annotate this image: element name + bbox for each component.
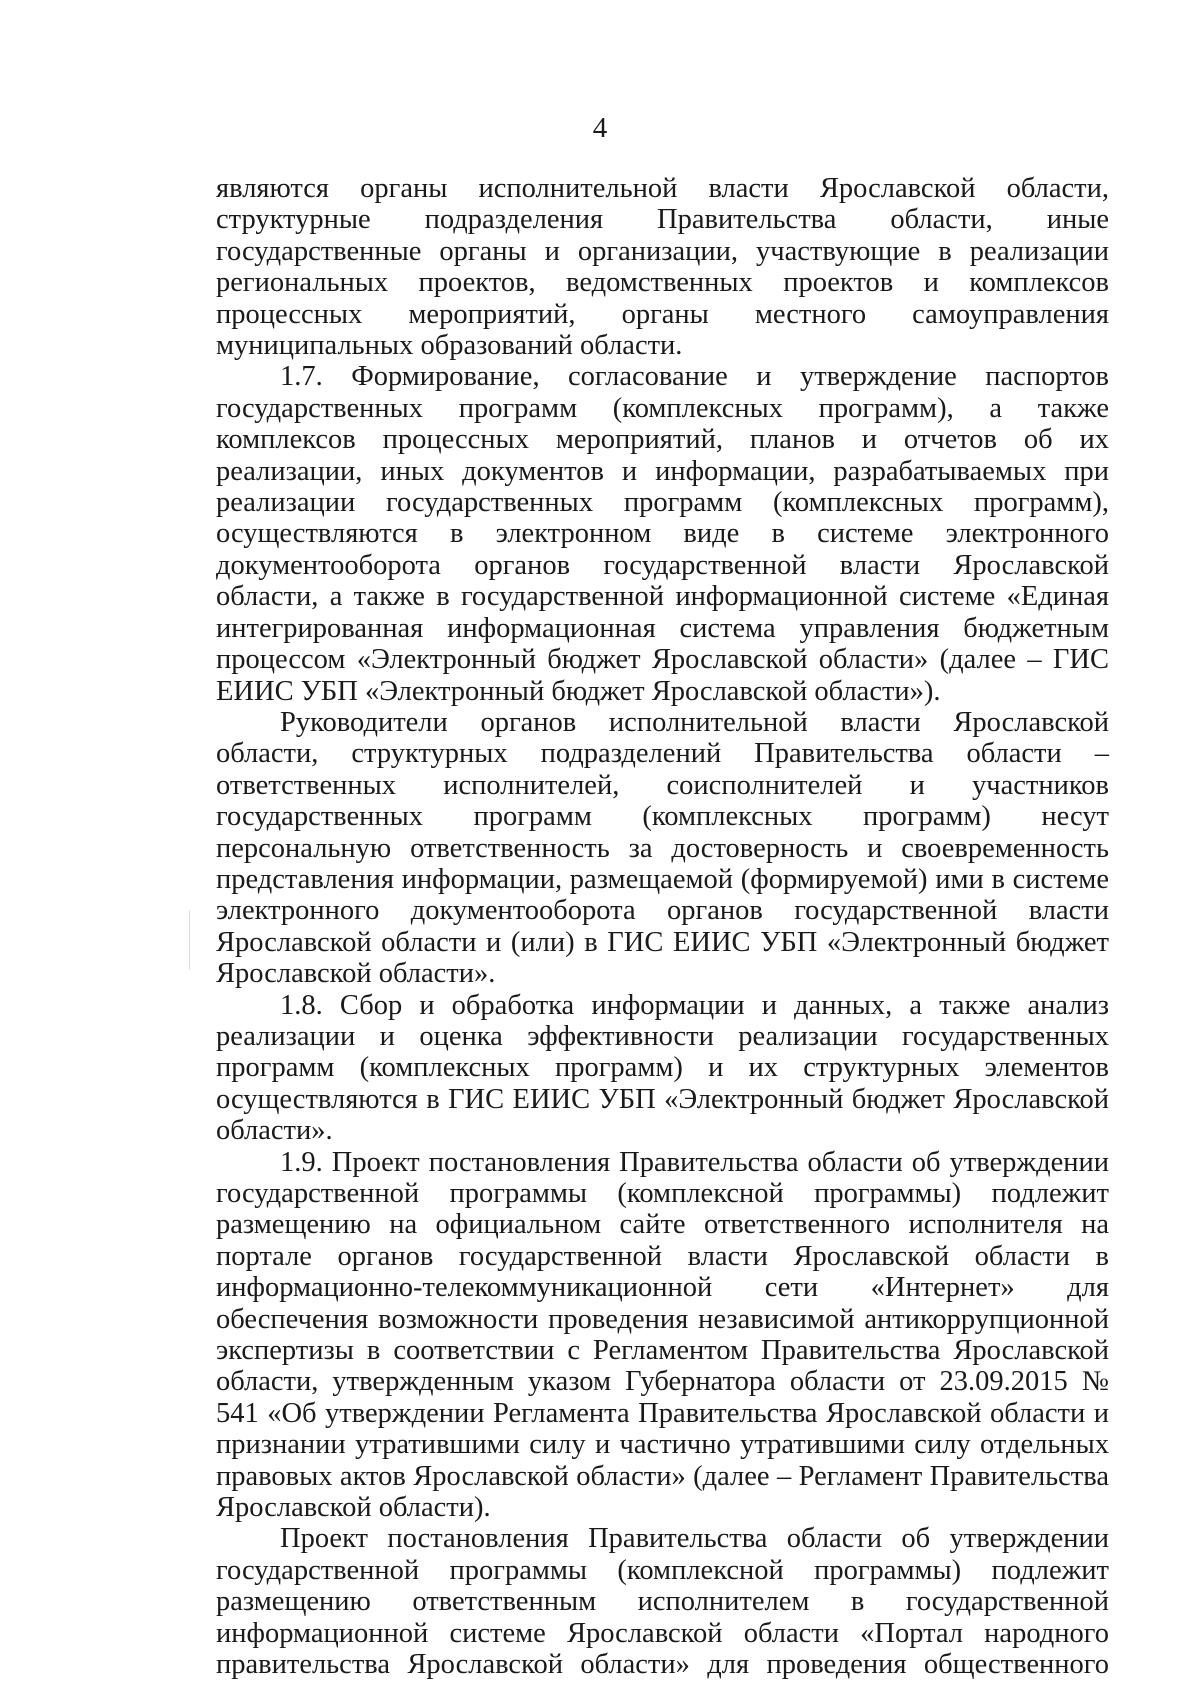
paragraph-continuation: являются органы исполнительной власти Ярославской области, структурные подразделения Правительства области, иные государственные органы и организации, участвующие в реализации региональных проектов, ведомственных проектов и комплексов процессных мероприятий, органы местного самоуправления муниципальных образований области. (216, 173, 1109, 362)
paragraph-draft-publication: Проект постановления Правительства области об утверждении государственной программы (комплексной программы) подлежит размещению ответственным исполнителем в государственной информационной системе Ярославской области «Портал народного правительства Ярославской области» для проведения общественного (216, 1523, 1109, 1681)
paragraph-1-8: 1.8. Сбор и обработка информации и данных, а также анализ реализации и оценка эффективности реализации государственных программ (комплексных программ) и их структурных элементов осуществляются в ГИС ЕИИС УБП «Электронный бюджет Ярославской области». (216, 989, 1109, 1147)
document-body (216, 173, 1109, 1681)
paragraph-1-9: 1.9. Проект постановления Правительства области об утверждении государственной программы (комплексной программы) подлежит размещению на официальном сайте ответственного исполнителя на портале органов государственной власти Ярославской области в информационно-телекоммуникационной сети «Интернет» для обеспечения возможности проведения независимой антикоррупционной экспертизы в соответствии с Регламентом Правительства Ярославской области, утвержденным указом Губернатора области от 23.09.2015 № 541 «Об утверждении Регламента Правительства Ярославской области и признании утратившими силу и частично утратившими силу отдельных правовых актов Ярославской области» (далее – Регламент Правительства Ярославской области). (216, 1146, 1109, 1524)
page-number: 4 (592, 112, 608, 144)
paragraph-1-7: 1.7. Формирование, согласование и утверждение паспортов государственных программ (комплексных программ), а также комплексов процессных мероприятий, планов и отчетов об их реализации, иных документов и информации, разрабатываемых при реализации государственных программ (комплексных программ), осуществляются в электронном виде в системе электронного документооборота органов государственной власти Ярославской области, а также в государственной информационной системе «Единая интегрированная информационная система управления бюджетным процессом «Электронный бюджет Ярославской области» (далее – ГИС ЕИИС УБП «Электронный бюджет Ярославской области»). (216, 361, 1109, 707)
paragraph-managers-responsibility: Руководители органов исполнительной власти Ярославской области, структурных подразделений Правительства области – ответственных исполнителей, соисполнителей и участников государственных программ (комплексных программ) несут персональную ответственность за достоверность и своевременность представления информации, размещаемой (формируемой) ими в системе электронного документооборота органов государственной власти Ярославской области и (или) в ГИС ЕИИС УБП «Электронный бюджет Ярославской области». (216, 706, 1109, 990)
scan-artifact-mark (189, 910, 190, 970)
